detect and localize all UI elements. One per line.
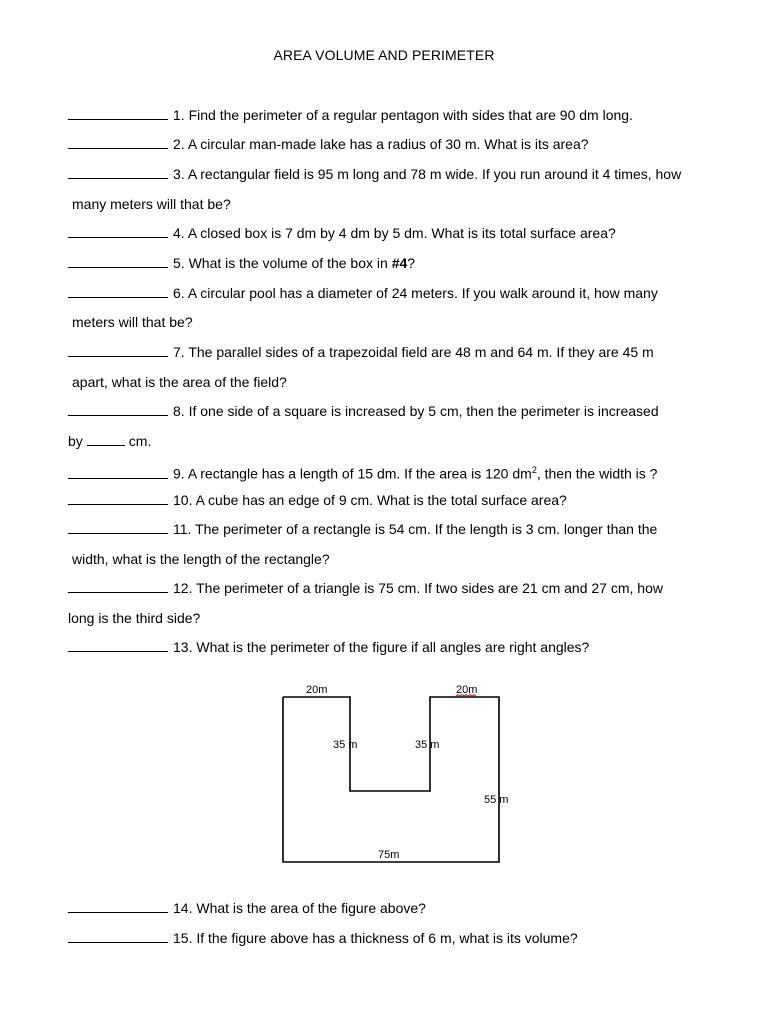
u-shape-figure [270,676,530,876]
answer-blank[interactable] [68,135,168,149]
question-text: Find the perimeter of a regular pentagon with sides that are 90 dm long. [188,107,633,123]
question-reference: #4 [391,255,408,271]
question-text: A circular pool has a diameter of 24 meters. If you walk around it, how many [187,285,658,301]
question-text-end: ? [407,255,416,271]
question-number: 14. [173,900,193,916]
question-5 [68,254,415,272]
question-text: What is the perimeter of the figure if all angles are right angles? [196,639,590,655]
continuation-unit: cm. [128,433,152,449]
answer-blank[interactable] [68,520,168,534]
answer-blank[interactable] [68,638,168,652]
answer-blank[interactable] [68,284,168,298]
question-number: 1. [173,107,185,123]
label-inner-left: 35 m [333,739,358,751]
answer-blank[interactable] [68,106,168,120]
question-13 [68,638,589,656]
question-8 [68,402,659,420]
question-text: What is the volume of the box in [188,255,392,271]
answer-blank[interactable] [68,929,168,943]
question-8-continuation [68,432,151,450]
label-bottom: 75m [378,849,400,861]
label-right-side: 55 m [484,794,509,806]
question-number: 4. [173,225,185,241]
question-text: If one side of a square is increased by 5 cm, then the perimeter is increased [188,403,659,419]
answer-blank[interactable] [68,579,168,593]
question-number: 9. [173,465,185,482]
question-12-continuation: long is the third side? [68,610,201,626]
question-number: 8. [173,403,185,419]
question-text: What is the area of the figure above? [196,900,426,916]
question-number: 13. [173,639,193,655]
question-number: 5. [173,255,185,271]
question-number: 10. [173,492,193,508]
question-number: 7. [173,344,185,360]
page-title: AREA VOLUME AND PERIMETER [273,47,495,63]
question-12 [68,579,663,597]
question-text: A rectangle has a length of 15 dm. If the area is 120 dm [187,465,532,482]
question-text: A circular man-made lake has a radius of 30 m. What is its area? [187,136,589,152]
answer-blank[interactable] [68,165,168,179]
question-6 [68,284,658,302]
answer-blank[interactable] [68,254,168,268]
figure-drawing [270,676,530,876]
question-2 [68,135,589,153]
question-text: A rectangular field is 95 m long and 78 m wide. If you run around it 4 times, how [187,166,682,182]
question-6-continuation: meters will that be? [72,314,193,330]
answer-blank[interactable] [68,343,168,357]
label-top-right: 20m [456,684,478,696]
question-number: 2. [173,136,185,152]
answer-blank[interactable] [68,402,168,416]
inline-answer-blank[interactable] [87,432,125,446]
question-number: 12. [173,580,193,596]
question-7 [68,343,654,361]
question-4 [68,224,616,242]
question-11-continuation: width, what is the length of the rectangle? [72,551,330,567]
question-text: If the figure above has a thickness of 6 m, what is its volume? [196,930,578,946]
question-3 [68,165,681,183]
question-9 [68,461,657,483]
question-text: The perimeter of a triangle is 75 cm. If two sides are 21 cm and 27 cm, how [196,580,663,596]
question-number: 3. [173,166,185,182]
question-11 [68,520,657,538]
question-number: 6. [173,285,185,301]
label-inner-right: 35 m [415,739,440,751]
answer-blank[interactable] [68,465,168,479]
question-number: 15. [173,930,193,946]
question-text: The perimeter of a rectangle is 54 cm. If the length is 3 cm. longer than the [195,521,658,537]
question-number: 11. [173,521,192,537]
question-14 [68,899,426,917]
label-top-left: 20m [306,684,328,696]
question-10 [68,491,567,509]
question-3-continuation: many meters will that be? [72,196,231,212]
figure-outline [283,697,499,862]
question-text: A closed box is 7 dm by 4 dm by 5 dm. What is its total surface area? [187,225,616,241]
answer-blank[interactable] [68,224,168,238]
answer-blank[interactable] [68,491,168,505]
question-7-continuation: apart, what is the area of the field? [72,374,287,390]
question-text: The parallel sides of a trapezoidal field are 48 m and 64 m. If they are 45 m [188,344,654,360]
question-15 [68,929,578,947]
question-text: A cube has an edge of 9 cm. What is the total surface area? [195,492,567,508]
question-text-end: , then the width is ? [536,465,658,482]
continuation-text: by [68,433,83,449]
superscript: 2 [531,465,537,475]
answer-blank[interactable] [68,899,168,913]
question-1 [68,106,633,124]
